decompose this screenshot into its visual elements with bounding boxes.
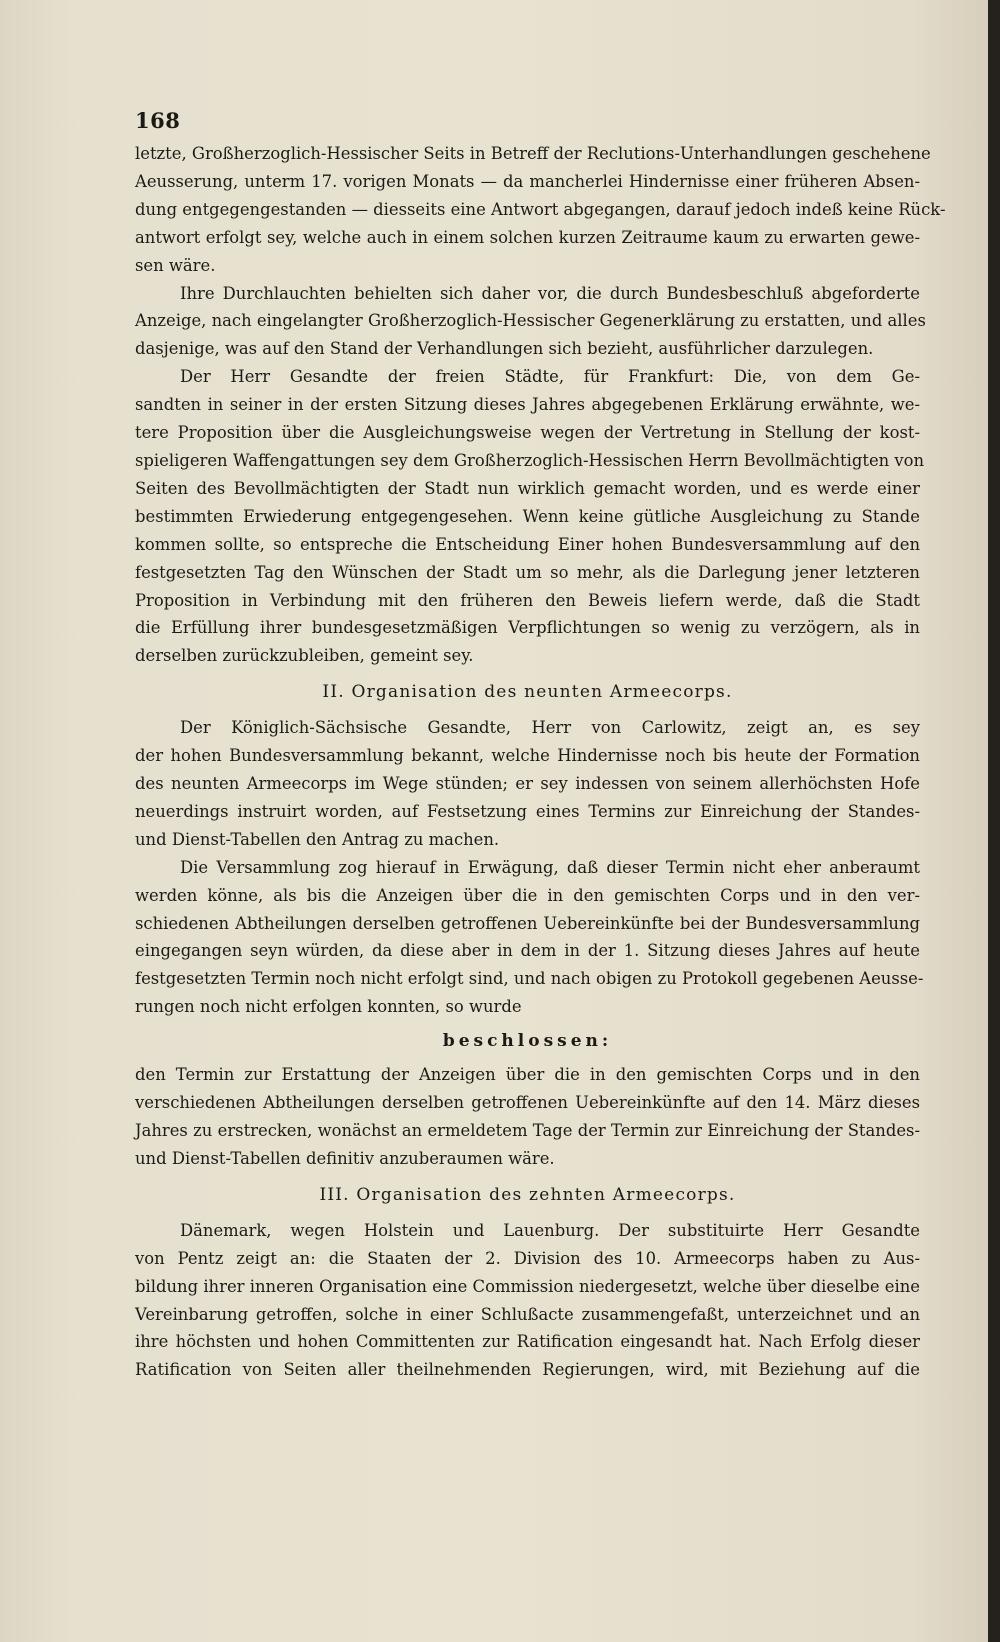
text-line: Ratification von Seiten aller theilnehmenden Regierungen, wird, mit Beziehung auf die	[135, 1360, 920, 1380]
text-line: spieligeren Waffengattungen sey dem Großherzoglich-Hessischen Herrn Bevollmächtigten von	[135, 450, 925, 470]
text-line: den Termin zur Erstattung der Anzeigen über die in den gemischten Corps und in den	[135, 1065, 920, 1085]
text-line: tere Proposition über die Ausgleichungsweise wegen der Vertretung in Stellung der kost-	[135, 423, 920, 443]
page-number: 168	[135, 108, 181, 133]
text-line: die Erfüllung ihrer bundesgesetzmäßigen Verpflichtungen so wenig zu verzögern, als in	[135, 618, 920, 638]
text-line: Ihre Durchlauchten behielten sich daher vor, die durch Bundesbeschluß abgeforderte	[180, 283, 920, 303]
text-line: sandten in seiner in der ersten Sitzung dieses Jahres abgegebenen Erklärung erwähnte, we-	[135, 395, 920, 415]
text-line: rungen noch nicht erfolgen konnten, so wurde	[135, 997, 522, 1017]
paragraph-6	[135, 1217, 920, 1384]
text-line: dung entgegengestanden — diesseits eine Antwort abgegangen, darauf jedoch indeß keine Rück-	[135, 199, 946, 219]
text-line: antwort erfolgt sey, welche auch in einem solchen kurzen Zeitraume kaum zu erwarten gewe-	[135, 227, 920, 247]
text-line: neuerdings instruirt worden, auf Festsetzung eines Termins zur Einreichung der Standes-	[135, 801, 920, 821]
text-line: verschiedenen Abtheilungen derselben getroffenen Uebereinkünfte auf den 14. März dieses	[135, 1093, 920, 1113]
text-line: Der Königlich-Sächsische Gesandte, Herr von Carlowitz, zeigt an, es sey	[180, 718, 920, 738]
scan-edge	[988, 0, 1000, 1642]
text-line: Vereinbarung getroffen, solche in einer Schlußacte zusammengefaßt, unterzeichnet und an	[135, 1304, 920, 1324]
text-line: eingegangen seyn würden, da diese aber in dem in der 1. Sitzung dieses Jahres auf heute	[135, 941, 920, 961]
text-line: der hohen Bundesversammlung bekannt, welche Hindernisse noch bis heute der Formation	[135, 746, 920, 766]
text-line: und Dienst-Tabellen definitiv anzuberaumen wäre.	[135, 1148, 555, 1168]
section-heading-3: III. Organisation des zehnten Armeecorps.	[319, 1184, 736, 1205]
text-line: Dänemark, wegen Holstein und Lauenburg. Der substituirte Herr Gesandte	[180, 1220, 920, 1240]
text-line: derselben zurückzubleiben, gemeint sey.	[135, 646, 474, 666]
text-line: festgesetzten Termin noch nicht erfolgt sind, und nach obigen zu Protokoll gegebenen Aeusse-	[135, 969, 924, 989]
text-line: Proposition in Verbindung mit den früheren den Beweis liefern werde, daß die Stadt	[135, 590, 920, 610]
paragraph-5	[135, 854, 924, 1021]
text-line: bildung ihrer inneren Organisation eine Commission niedergesetzt, welche über dieselbe eine	[135, 1276, 920, 1296]
text-line: Jahres zu erstrecken, wonächst an ermeldetem Tage der Termin zur Einreichung der Standes-	[135, 1121, 920, 1140]
text-line: Seiten des Bevollmächtigten der Stadt nun wirklich gemacht worden, und es werde einer	[135, 478, 920, 498]
text-line: kommen sollte, so entspreche die Entscheidung Einer hohen Bundesversammlung auf den	[135, 534, 920, 554]
text-line: schiedenen Abtheilungen derselben getroffenen Uebereinkünfte bei der Bundesversammlung	[135, 913, 920, 933]
text-line: des neunten Armeecorps im Wege stünden; er sey indessen von seinem allerhöchsten Hofe	[135, 774, 920, 794]
text-line: und Dienst-Tabellen den Antrag zu machen.	[135, 829, 500, 849]
paragraph-3	[135, 363, 925, 670]
text-line: Der Herr Gesandte der freien Städte, für Frankfurt: Die, von dem Ge-	[180, 367, 920, 387]
text-line: werden könne, als bis die Anzeigen über die in den gemischten Corps und in den ver-	[135, 885, 920, 905]
text-line: ihre höchsten und hohen Committenten zur Ratification eingesandt hat. Nach Erfolg dieser	[135, 1332, 920, 1352]
page-text	[135, 140, 946, 1384]
paragraph-2	[135, 280, 926, 364]
text-line: letzte, Großherzoglich-Hessischer Seits in Betreff der Reclutions-Unterhandlungen geschehene	[135, 144, 931, 163]
text-line: dasjenige, was auf den Stand der Verhandlungen sich bezieht, ausführlicher darzulegen.	[135, 339, 874, 359]
text-line: bestimmten Erwiederung entgegengesehen. Wenn keine gütliche Ausgleichung zu Stande	[135, 506, 920, 526]
text-line: festgesetzten Tag den Wünschen der Stadt um so mehr, als die Darlegung jener letzteren	[135, 562, 920, 582]
resolution-paragraph	[135, 1061, 920, 1173]
text-line: Anzeige, nach eingelangter Großherzoglich-Hessischer Gegenerklärung zu erstatten, und alles	[135, 311, 926, 331]
text-line: Aeusserung, unterm 17. vorigen Monats — da mancherlei Hindernisse einer früheren Absen-	[135, 171, 920, 191]
paragraph-1	[135, 140, 946, 280]
text-line: von Pentz zeigt an: die Staaten der 2. Division des 10. Armeecorps haben zu Aus-	[135, 1248, 920, 1268]
paragraph-4	[135, 714, 920, 854]
resolved-heading: beschlossen:	[442, 1031, 613, 1052]
text-line: sen wäre.	[135, 255, 216, 275]
text-line: Die Versammlung zog hierauf in Erwägung, daß dieser Termin nicht eher anberaumt	[180, 857, 920, 877]
section-heading-2: II. Organisation des neunten Armeecorps.	[322, 682, 733, 703]
